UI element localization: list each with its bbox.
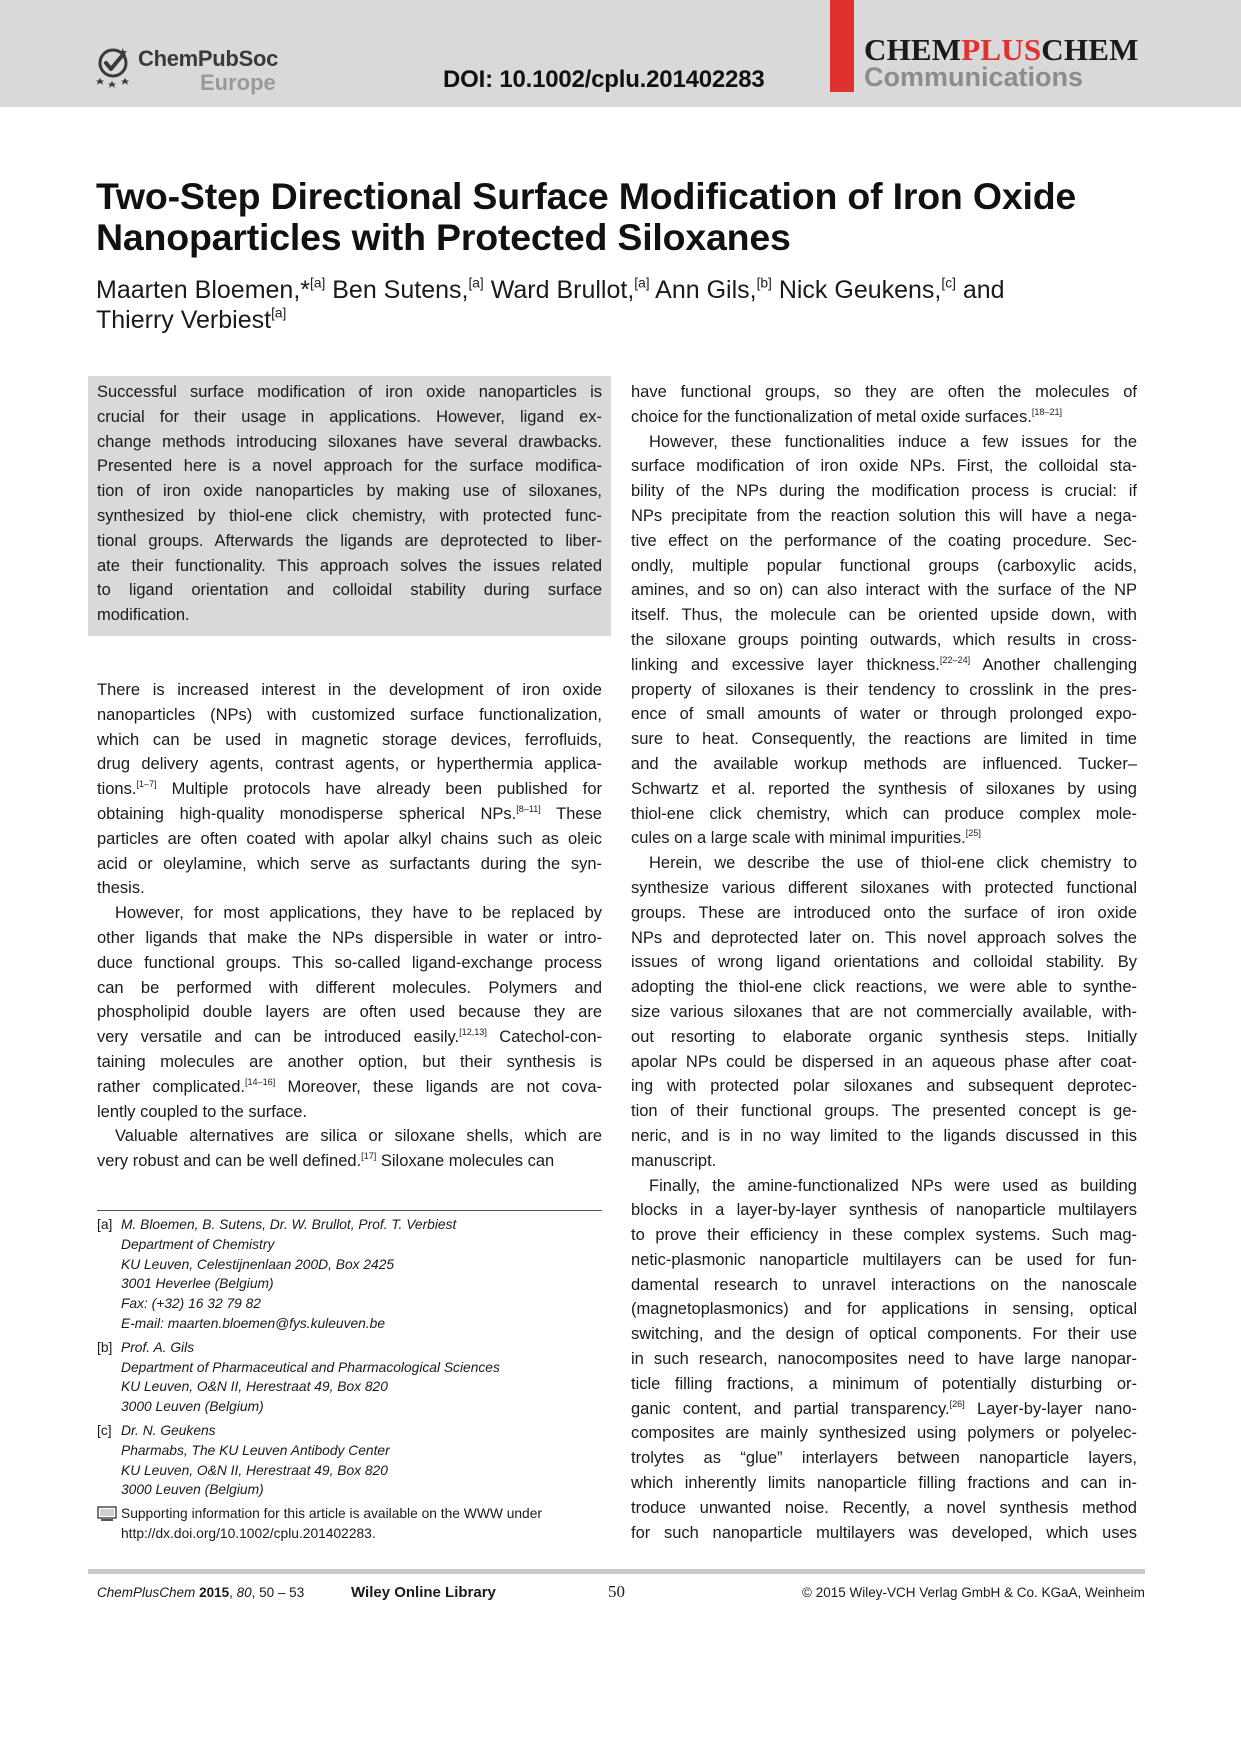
text-line: taining molecules are another option, but their synthesis is: [97, 1052, 602, 1071]
text-line: acid or oleylamine, which serve as surfactants during the syn-: [97, 854, 602, 873]
text-line: Valuable alternatives are silica or siloxane shells, which are: [115, 1127, 602, 1146]
text-line: ondly, multiple popular functional groups (carboxylic acids,: [631, 556, 1137, 575]
text-line: netic-plasmonic nanoparticle multilayers can be used for fun-: [631, 1250, 1137, 1269]
text-line: blocks in a layer-by-layer synthesis of nanoparticle multilayers: [631, 1201, 1137, 1220]
text-line: ticle filling fractions, a minimum of potentially disturbing or-: [631, 1374, 1137, 1393]
journal-name-part1: CHEM: [864, 32, 962, 67]
chempubsoc-star-icon: [96, 44, 136, 90]
abstract-line: Presented here is a novel approach for the surface modifica-: [97, 457, 602, 476]
text-line: obtaining high-quality monodisperse spherical NPs.[8–11] These: [97, 804, 602, 823]
text-line: duce functional groups. This so-called ligand-exchange process: [97, 953, 602, 972]
text-line: particles are often coated with apolar alkyl chains such as oleic: [97, 829, 602, 848]
logo-name: ChemPubSoc: [138, 46, 279, 71]
text-line: for such nanoparticle multilayers was developed, which uses: [631, 1523, 1137, 1542]
text-line: property of siloxanes is their tendency to crosslink in the pres-: [631, 680, 1137, 699]
text-line: tive effect on the performance of the coating procedure. Sec-: [631, 531, 1137, 550]
footnote-line: KU Leuven, O&N II, Herestraat 49, Box 820: [121, 1379, 388, 1395]
text-line: issues of wrong ligand orientations and colloidal stability. By: [631, 953, 1137, 972]
supporting-info-note[interactable]: [97, 1504, 617, 1544]
text-line: which inherently limits nanoparticle filling fractions and can in-: [631, 1474, 1137, 1493]
text-line: apolar NPs could be dispersed in an aqueous phase after coat-: [631, 1052, 1137, 1071]
footnote-line: 3001 Heverlee (Belgium): [121, 1276, 274, 1292]
text-line: the siloxane groups pointing outwards, which results in cross-: [631, 630, 1137, 649]
authors-line: Thierry Verbiest[a]: [96, 305, 287, 334]
text-line: to prove their efficiency in these complex systems. Such mag-: [631, 1226, 1137, 1245]
abstract-line: tion of iron oxide nanoparticles by making use of siloxanes,: [97, 482, 602, 501]
abstract-line: synthesized by thiol-ene click chemistry, with protected func-: [97, 506, 602, 525]
footnote-label: [b]: [97, 1339, 113, 1355]
text-line: cules on a large scale with minimal impurities.[25]: [631, 828, 981, 848]
doi-label[interactable]: DOI: 10.1002/cplu.201402283: [443, 66, 765, 93]
text-line: phospholipid double layers are often used because they are: [97, 1003, 602, 1022]
affiliation-footnote: [97, 1338, 617, 1417]
text-line: However, for most applications, they have to be replaced by: [115, 904, 602, 923]
text-line: have functional groups, so they are often the molecules of: [631, 383, 1137, 401]
supporting-info-line: Supporting information for this article is available on the WWW under: [121, 1506, 542, 1522]
text-line: synthesize various different siloxanes with protected functional: [631, 878, 1137, 897]
text-line: can be performed with different molecules. Polymers and: [97, 978, 602, 997]
footnote-line: 3000 Leuven (Belgium): [121, 1399, 264, 1415]
body-paragraph: [97, 678, 602, 901]
text-line: size various siloxanes that are not commercially available, with-: [631, 1002, 1137, 1021]
journal-name-plus: PLUS: [961, 32, 1042, 67]
text-line: tion of their functional groups. The presented concept is ge-: [631, 1102, 1137, 1121]
footnote-line: Prof. A. Gils: [121, 1339, 195, 1355]
body-paragraph: [631, 1174, 1137, 1546]
journal-name-part3: CHEM: [1041, 32, 1139, 67]
computer-icon: [97, 1506, 117, 1522]
footnote-line: Pharmabs, The KU Leuven Antibody Center: [121, 1442, 390, 1458]
abstract-line: to ligand orientation and colloidal stability during surface: [97, 581, 602, 600]
text-line: neric, and is in no way limited to the ligands discussed in this: [631, 1126, 1137, 1145]
journal-header: [0, 0, 1241, 107]
title-line: Nanoparticles with Protected Siloxanes: [96, 216, 791, 258]
body-paragraph: [631, 851, 1137, 1173]
footer-citation: ChemPlusChem 2015, 80, 50 – 53: [97, 1585, 305, 1600]
text-line: drug delivery agents, contrast agents, or hyperthermia applica-: [97, 755, 602, 774]
abstract-line: modification.: [97, 606, 190, 625]
text-line: which can be used in magnetic storage devices, ferrofluids,: [97, 730, 602, 749]
authors-line: Maarten Bloemen,*[a] Ben Sutens,[a] Ward Brullot,[a] Ann Gils,[b] Nick Geukens,[c] and: [96, 275, 1005, 304]
text-line: However, these functionalities induce a few issues for the: [649, 432, 1137, 451]
text-line: sure to heat. Consequently, the reactions are limited in time: [631, 730, 1137, 749]
title-line: Two-Step Directional Surface Modification of Iron Oxide: [96, 175, 1077, 217]
body-paragraph: [631, 380, 1137, 430]
text-line: ganic content, and partial transparency.[26] Layer-by-layer nano-: [631, 1398, 1138, 1418]
text-line: surface modification of iron oxide NPs. First, the colloidal sta-: [631, 457, 1137, 476]
text-line: composites are mainly synthesized using polymers or polyelec-: [631, 1424, 1137, 1443]
accent-bar: [830, 0, 854, 92]
text-line: troduce unwanted noise. Recently, a novel synthesis method: [631, 1498, 1137, 1517]
wiley-online-library-link[interactable]: Wiley Online Library: [351, 1584, 496, 1601]
article-title: [96, 176, 1146, 258]
text-line: (magnetoplasmonics) and for applications in sensing, optical: [631, 1300, 1137, 1319]
text-line: Schwartz et al. reported the synthesis of siloxanes by using: [631, 779, 1137, 798]
body-paragraph: [631, 430, 1137, 852]
text-line: damental research to unravel interactions on the nanoscale: [631, 1275, 1137, 1294]
footnote-line: M. Bloemen, B. Sutens, Dr. W. Brullot, Prof. T. Verbiest: [121, 1217, 457, 1232]
article-section: Communications: [864, 62, 1084, 92]
text-line: tions.[1–7] Multiple protocols have already been published for: [97, 779, 602, 799]
author-list: [96, 275, 1136, 335]
chempubsoc-logo[interactable]: [96, 44, 296, 100]
body-paragraph: [97, 901, 602, 1124]
text-line: linking and excessive layer thickness.[22–24] Another challenging: [631, 654, 1138, 674]
logo-region: Europe: [200, 70, 276, 95]
affiliations: [97, 1215, 617, 1544]
text-line: ence of small amounts of water or through prolonged expo-: [631, 705, 1137, 724]
abstract-text: [97, 380, 602, 628]
footnote-line: Department of Chemistry: [121, 1236, 275, 1252]
text-line: thesis.: [97, 879, 145, 898]
affiliation-footnote: [97, 1215, 617, 1334]
footnote-divider: [97, 1210, 602, 1211]
text-line: trolytes as “glue” interlayers between nanoparticle layers,: [631, 1449, 1137, 1468]
abstract-line: crucial for their usage in applications. However, ligand ex-: [97, 407, 602, 426]
text-line: manuscript.: [631, 1151, 717, 1170]
text-line: adopting the thiol-ene click reactions, we were able to synthe-: [631, 978, 1137, 997]
text-line: thiol-ene click chemistry, which can produce complex mole-: [631, 804, 1137, 823]
text-line: Herein, we describe the use of thiol-ene click chemistry to: [649, 854, 1137, 873]
text-line: NPs and deprotected later on. This novel approach solves the: [631, 928, 1137, 947]
abstract-line: change methods introducing siloxanes have several drawbacks.: [97, 432, 602, 451]
text-line: rather complicated.[14–16] Moreover, these ligands are not cova-: [97, 1076, 602, 1096]
text-line: Finally, the amine-functionalized NPs were used as building: [649, 1176, 1137, 1195]
abstract-line: Successful surface modification of iron oxide nanoparticles is: [97, 383, 602, 401]
text-line: itself. Thus, the molecule can be oriented upside down, with: [631, 606, 1137, 625]
text-line: very versatile and can be introduced easily.[12,13] Catechol-con-: [97, 1027, 602, 1047]
text-line: amines, and so on) can also interact with the surface of the NP: [631, 581, 1137, 600]
text-line: very robust and can be well defined.[17] Siloxane molecules can: [97, 1151, 555, 1171]
text-line: lently coupled to the surface.: [97, 1102, 308, 1121]
text-line: and the available workup methods are influenced. Tucker–: [631, 754, 1137, 773]
footnote-line: Dr. N. Geukens: [121, 1422, 216, 1438]
footer-divider: [88, 1569, 1145, 1574]
text-line: out resorting to elaborate organic synthesis steps. Initially: [631, 1027, 1137, 1046]
supporting-info-url[interactable]: http://dx.doi.org/10.1002/cplu.201402283.: [121, 1525, 376, 1541]
right-column: [631, 380, 1137, 1545]
text-line: other ligands that make the NPs dispersible in water or intro-: [97, 928, 602, 947]
footer-copyright: © 2015 Wiley-VCH Verlag GmbH & Co. KGaA, Weinheim: [802, 1585, 1145, 1600]
footnote-label: [a]: [97, 1217, 113, 1232]
footnote-line: 3000 Leuven (Belgium): [121, 1482, 264, 1498]
text-line: switching, and the design of optical components. For their use: [631, 1325, 1137, 1344]
text-line: bility of the NPs during the modification process is crucial: if: [631, 482, 1137, 501]
left-column: [97, 678, 602, 1174]
author-email[interactable]: E-mail: maarten.bloemen@fys.kuleuven.be: [121, 1315, 386, 1331]
footnote-line: Department of Pharmaceutical and Pharmacological Sciences: [121, 1359, 500, 1375]
text-line: choice for the functionalization of metal oxide surfaces.[18–21]: [631, 407, 1063, 426]
abstract-line: tional groups. Afterwards the ligands are deprotected to liber-: [97, 531, 602, 550]
footnote-line: KU Leuven, Celestijnenlaan 200D, Box 2425: [121, 1256, 395, 1272]
footnote-line: KU Leuven, O&N II, Herestraat 49, Box 820: [121, 1462, 388, 1478]
text-line: There is increased interest in the development of iron oxide: [97, 681, 602, 699]
text-line: nanoparticles (NPs) with customized surface functionalization,: [97, 705, 602, 724]
page-number: 50: [608, 1582, 625, 1601]
text-line: groups. These are introduced onto the surface of iron oxide: [631, 903, 1137, 922]
affiliation-footnote: [97, 1421, 617, 1500]
body-paragraph: [97, 1124, 602, 1174]
text-line: in such research, nanocomposites need to have large nanopar-: [631, 1350, 1137, 1369]
abstract-line: ate their functionality. This approach solves the issues related: [97, 556, 602, 575]
footnote-line: Fax: (+32) 16 32 79 82: [121, 1296, 261, 1312]
text-line: ing with protected polar siloxanes and subsequent deprotec-: [631, 1077, 1137, 1096]
footnote-label: [c]: [97, 1422, 112, 1438]
text-line: NPs precipitate from the reaction solution this will have a nega-: [631, 506, 1137, 525]
